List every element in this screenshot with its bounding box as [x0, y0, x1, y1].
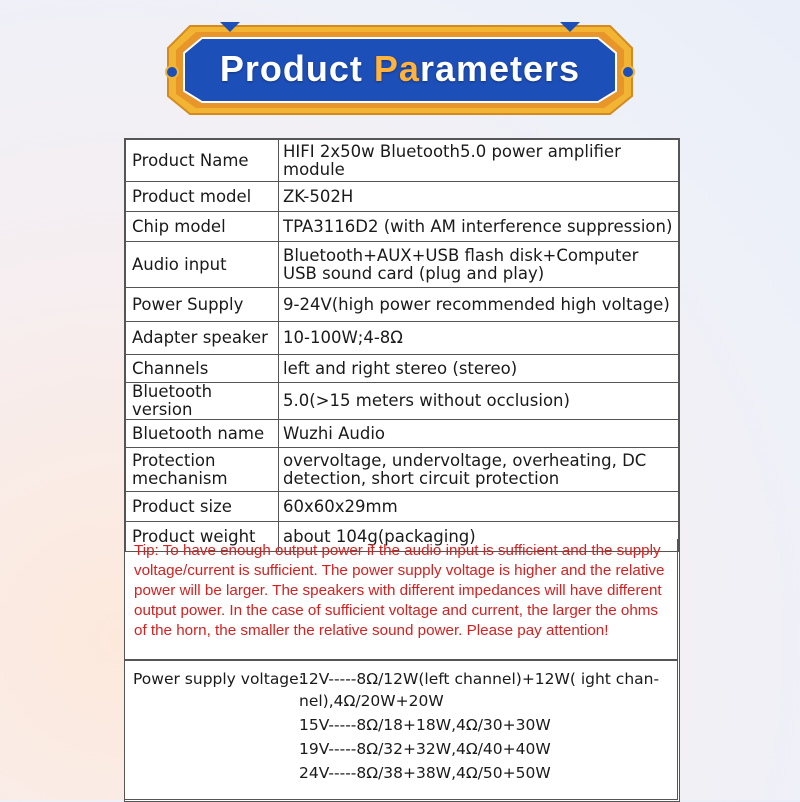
power-supply-voltage-section — [124, 660, 678, 800]
table-row — [126, 420, 679, 448]
param-label: Chip model — [126, 212, 279, 242]
table-row — [126, 288, 679, 322]
voltage-line-19v: 19V-----8Ω/32+32W,4Ω/40+40W — [299, 740, 551, 758]
param-value: HIFI 2x50w Bluetooth5.0 power amplifier module — [279, 140, 679, 182]
param-label: Protection mechanism — [126, 448, 279, 492]
param-value: about 104g(packaging) — [279, 522, 679, 552]
table-row — [126, 492, 679, 522]
param-label: Channels — [126, 355, 279, 383]
voltage-line-12v: 12V-----8Ω/12W(left channel)+12W( ight chan- — [299, 670, 660, 688]
page-title: Product Parameters — [219, 48, 581, 89]
param-label: Product size — [126, 492, 279, 522]
param-value: 10-100W;4-8Ω — [279, 322, 679, 355]
parameters-grid — [125, 139, 679, 552]
table-row — [126, 140, 679, 182]
table-row — [126, 242, 679, 288]
voltage-line-24v: 24V-----8Ω/38+38W,4Ω/50+50W — [299, 764, 551, 782]
param-value: 5.0(>15 meters without occlusion) — [279, 383, 679, 420]
param-label: Product weight — [126, 522, 279, 552]
param-value: left and right stereo (stereo) — [279, 355, 679, 383]
table-row — [126, 383, 679, 420]
product-parameters-banner — [160, 18, 640, 118]
param-value: 60x60x29mm — [279, 492, 679, 522]
param-value: ZK-502H — [279, 182, 679, 212]
param-label: Audio input — [126, 242, 279, 288]
param-label: Bluetooth name — [126, 420, 279, 448]
table-row — [126, 355, 679, 383]
param-value: overvoltage, undervoltage, overheating, DC detection, short circuit protection — [279, 448, 679, 492]
voltage-label: Power supply voltage: — [133, 670, 304, 688]
voltage-line-12v-cont: nel),4Ω/20W+20W — [299, 692, 444, 710]
param-value: Bluetooth+AUX+USB flash disk+Computer USB sound card (plug and play) — [279, 242, 679, 288]
table-row — [126, 448, 679, 492]
table-row — [126, 182, 679, 212]
param-label: Power Supply — [126, 288, 279, 322]
param-label: Product model — [126, 182, 279, 212]
tip-note: Tip: To have enough output power if the audio input is sufficient and the supply voltage/current is sufficient. The power supply voltage is higher and the relative power will be larger. The speakers with different impedances will have different output power. In the case of sufficient voltage and current, the larger the ohms of the horn, the smaller the relative sound power. Please pay attention! — [124, 539, 678, 660]
table-row — [126, 322, 679, 355]
table-row — [126, 212, 679, 242]
param-label: Product Name — [126, 140, 279, 182]
param-label: Bluetooth version — [126, 383, 279, 420]
param-value: TPA3116D2 (with AM interference suppression) — [279, 212, 679, 242]
voltage-line-15v: 15V-----8Ω/18+18W,4Ω/30+30W — [299, 716, 551, 734]
param-value: Wuzhi Audio — [279, 420, 679, 448]
param-label: Adapter speaker — [126, 322, 279, 355]
param-value: 9-24V(high power recommended high voltage) — [279, 288, 679, 322]
